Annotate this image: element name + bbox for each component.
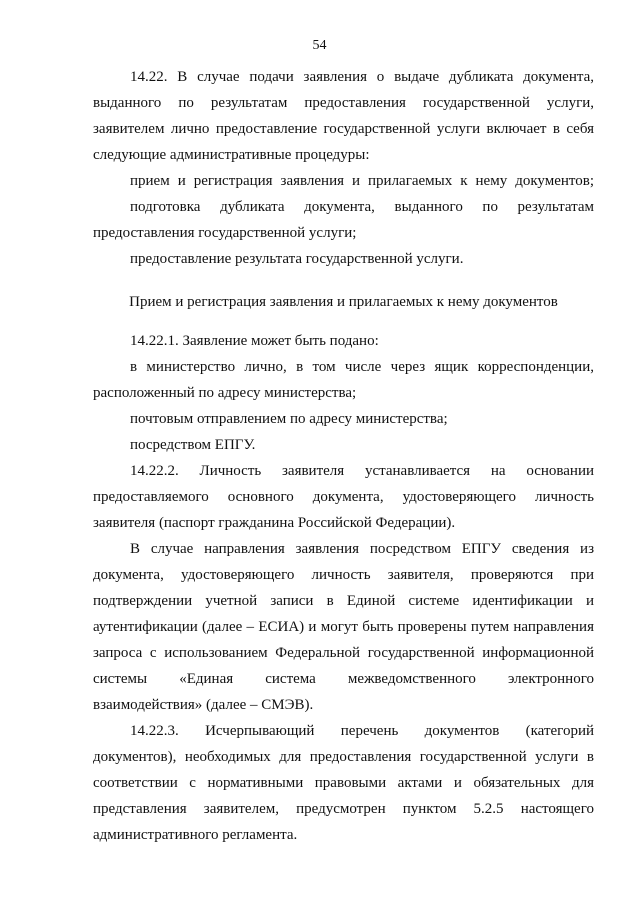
text-line: расположенный по адресу министерства; [93, 385, 357, 401]
text-line: предоставление результата государственной услуги. [130, 251, 464, 267]
text-line: следующие административные процедуры: [93, 147, 370, 163]
text-line: 14.22.2. Личность заявителя устанавливается на основании [130, 463, 594, 479]
text-line: 14.22.3. Исчерпывающий перечень документов (категорий [130, 723, 594, 739]
text-line: посредством ЕПГУ. [130, 437, 256, 453]
page-number: 54 [312, 38, 327, 53]
text-line: 14.22.1. Заявление может быть подано: [130, 333, 379, 349]
text-line: подтверждении учетной записи в Единой системе идентификации и [93, 593, 594, 609]
text-line: системы «Единая система межведомственного электронного [93, 671, 594, 687]
text-line: почтовым отправлением по адресу министерства; [130, 411, 448, 427]
section-heading: Прием и регистрация заявления и прилагаемых к нему документов [129, 294, 558, 310]
text-line: выданного по результатам предоставления государственной услуги, [93, 95, 594, 111]
text-line: аутентификации (далее – ЕСИА) и могут быть проверены путем направления [93, 619, 594, 635]
text-line: представления заявителем, предусмотрен пунктом 5.2.5 настоящего [93, 801, 594, 817]
text-line: документа, удостоверяющего личность заявителя, проверяются при [93, 567, 594, 583]
text-line: запроса с использованием Федеральной государственной информационной [93, 645, 594, 661]
text-line: предоставляемого основного документа, удостоверяющего личность [93, 489, 594, 505]
text-line: В случае направления заявления посредством ЕПГУ сведения из [130, 541, 594, 557]
text-line: административного регламента. [93, 827, 298, 843]
text-line: документов), необходимых для предоставления государственной услуги в [93, 749, 594, 765]
text-line: 14.22. В случае подачи заявления о выдаче дубликата документа, [130, 69, 594, 85]
text-line: прием и регистрация заявления и прилагаемых к нему документов; [130, 173, 594, 189]
text-line: подготовка дубликата документа, выданного по результатам [130, 199, 594, 215]
text-line: заявителем лично предоставление государственной услуги включает в себя [93, 121, 594, 137]
text-line: заявителя (паспорт гражданина Российской Федерации). [93, 515, 456, 531]
text-line: соответствии с нормативными правовыми актами и обязательных для [93, 775, 594, 791]
text-line: в министерство лично, в том числе через ящик корреспонденции, [130, 359, 594, 375]
text-line: взаимодействия» (далее – СМЭВ). [93, 697, 314, 713]
text-line: предоставления государственной услуги; [93, 225, 357, 241]
